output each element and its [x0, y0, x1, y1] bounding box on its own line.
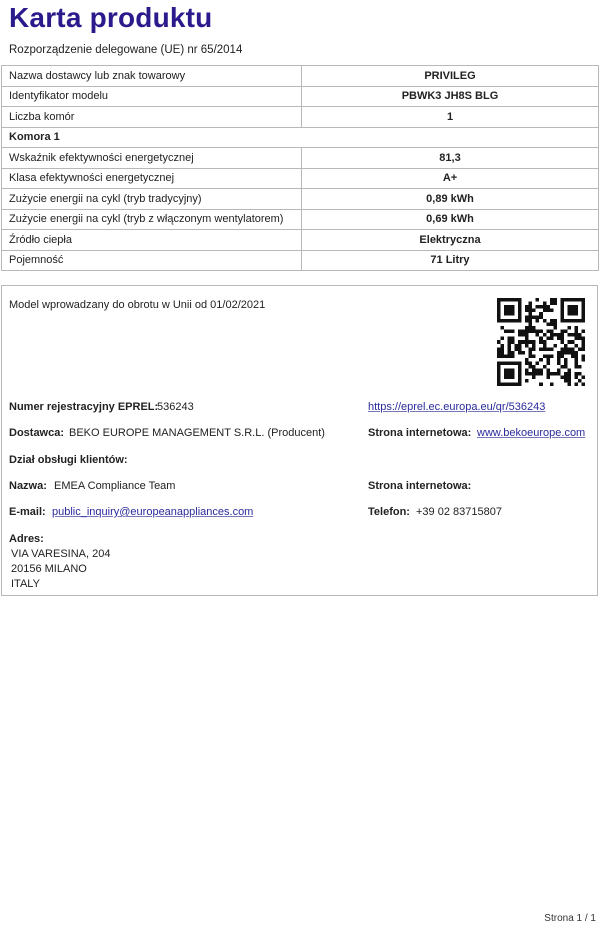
- table-row: [2, 86, 599, 107]
- spec-label: Wskaźnik efektywności energetycznej: [2, 148, 302, 169]
- table-row: [2, 66, 599, 87]
- spec-value: 0,69 kWh: [302, 209, 599, 230]
- supplier-label: Dostawca:: [9, 427, 65, 439]
- spec-value: 71 Litry: [302, 250, 599, 271]
- phone-label: Telefon:: [368, 506, 410, 518]
- spec-label: Zużycie energii na cykl (tryb tradycyjny): [2, 189, 302, 210]
- regulation-text: Rozporządzenie delegowane (UE) nr 65/2014: [9, 44, 243, 56]
- name-label: Nazwa:: [9, 480, 47, 492]
- table-row: [2, 189, 599, 210]
- model-date-text: Model wprowadzany do obrotu w Unii od 01/02/2021: [9, 299, 266, 311]
- supplier-value: BEKO EUROPE MANAGEMENT S.R.L. (Producent): [69, 427, 325, 439]
- spec-label: Nazwa dostawcy lub znak towarowy: [2, 66, 302, 87]
- website2-label: Strona internetowa:: [368, 480, 472, 492]
- eprel-value: 536243: [157, 401, 194, 413]
- email-label: E-mail:: [9, 506, 46, 518]
- website-label: Strona internetowa:: [368, 427, 472, 439]
- email-link[interactable]: public_inquiry@europeanappliances.com: [52, 506, 254, 518]
- spec-value: PBWK3 JH8S BLG: [302, 86, 599, 107]
- table-row: [2, 168, 599, 189]
- page-title: Karta produktu: [9, 2, 213, 33]
- spec-label: Identyfikator modelu: [2, 86, 302, 107]
- table-row: [2, 127, 599, 148]
- table-row: [2, 250, 599, 271]
- eprel-label: Numer rejestracyjny EPREL:: [9, 401, 159, 413]
- spec-value: A+: [302, 168, 599, 189]
- spec-value: 0,89 kWh: [302, 189, 599, 210]
- phone-value: +39 02 83715807: [416, 506, 502, 518]
- spec-value: Elektryczna: [302, 230, 599, 251]
- spec-label: Klasa efektywności energetycznej: [2, 168, 302, 189]
- customer-service-label: Dział obsługi klientów:: [9, 454, 128, 466]
- address-line-2: 20156 MILANO: [11, 563, 87, 575]
- spec-value: 1: [302, 107, 599, 128]
- table-row: [2, 107, 599, 128]
- spec-label: Pojemność: [2, 250, 302, 271]
- spec-label: Zużycie energii na cykl (tryb z włączonym wentylatorem): [2, 209, 302, 230]
- name-value: EMEA Compliance Team: [54, 480, 176, 492]
- table-row: [2, 230, 599, 251]
- spec-value: PRIVILEG: [302, 66, 599, 87]
- spec-label: Źródło ciepła: [2, 230, 302, 251]
- address-line-3: ITALY: [11, 578, 40, 590]
- eprel-link[interactable]: https://eprel.ec.europa.eu/qr/536243: [368, 401, 546, 413]
- spec-label: Komora 1: [2, 127, 599, 148]
- website-link[interactable]: www.bekoeurope.com: [477, 427, 586, 439]
- spec-table: [1, 65, 599, 271]
- qr-code-icon[interactable]: [497, 298, 585, 386]
- table-row: [2, 209, 599, 230]
- address-line-1: VIA VARESINA, 204: [11, 548, 111, 560]
- address-label: Adres:: [9, 533, 44, 545]
- page-number: Strona 1 / 1: [544, 913, 596, 924]
- spec-value: 81,3: [302, 148, 599, 169]
- spec-label: Liczba komór: [2, 107, 302, 128]
- table-row: [2, 148, 599, 169]
